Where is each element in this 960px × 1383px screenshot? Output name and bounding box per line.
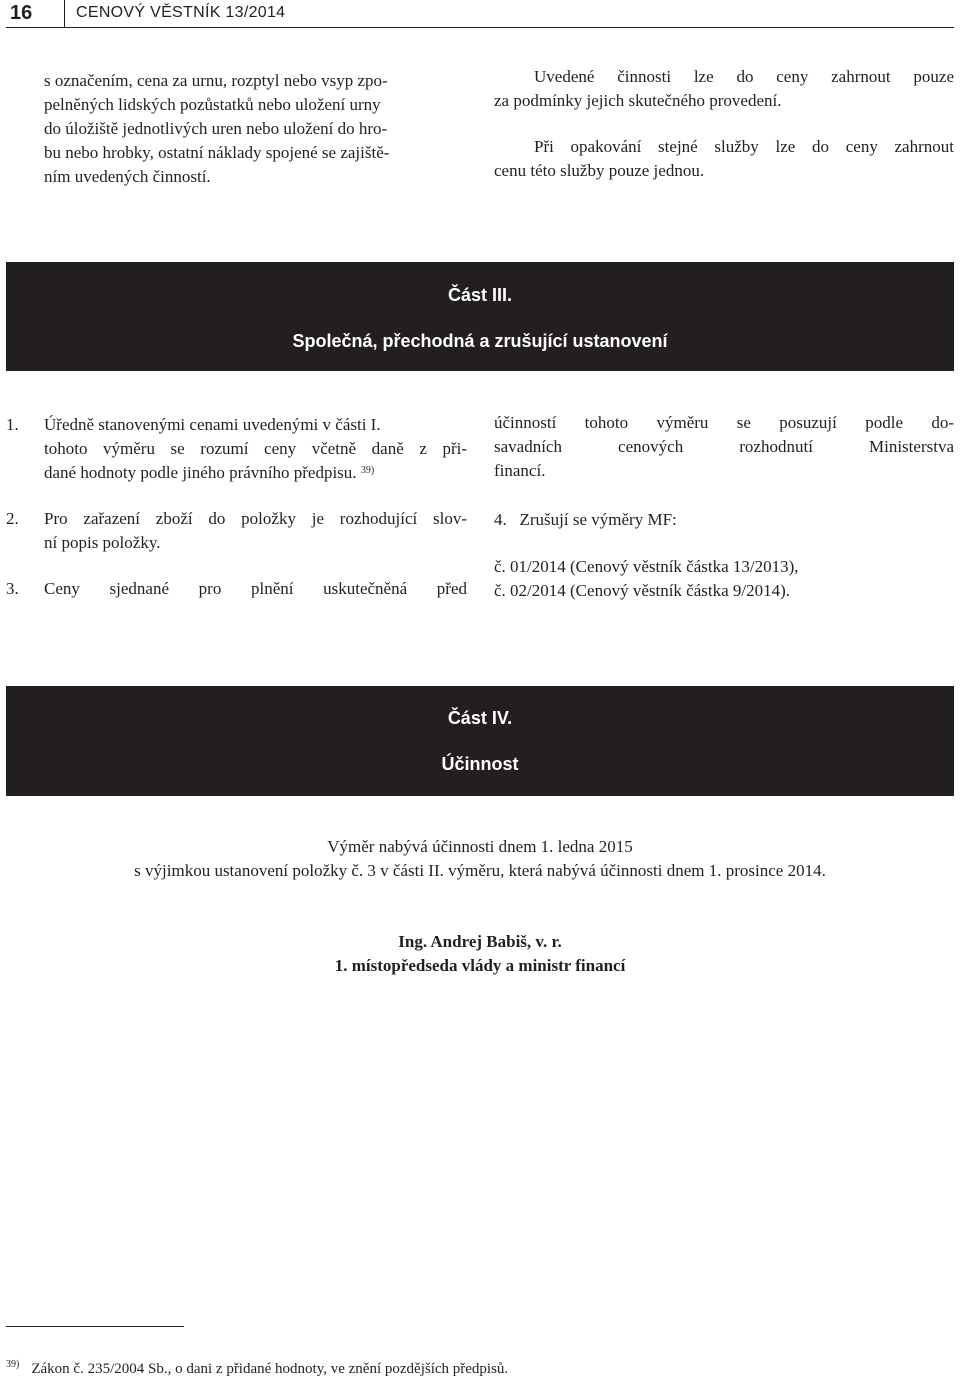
text-span: Zrušují se výměry MF: [519,510,677,529]
text-line: Ceny sjednané pro plnění uskutečněná před [44,579,467,598]
provision-1 [6,413,467,485]
item-number: 1. [6,415,19,434]
page-header [6,0,954,28]
text-line: ní popis položky. [44,533,161,552]
text-line: za podmínky jejich skutečného provedení. [494,91,782,110]
repealed-list [494,555,954,603]
effectiveness-text [0,835,960,883]
footnote-ref: 39) [360,465,375,476]
item-number: 3. [6,579,19,598]
repealed-item: č. 01/2014 (Cenový věstník částka 13/2013), [494,557,799,576]
footnote-text: Zákon č. 235/2004 Sb., o dani z přidané hodnoty, ve znění pozdějších předpisů. [31,1361,509,1377]
text-line: bu nebo hrobky, ostatní náklady spojené se zajiště- [44,143,390,162]
provision-3 [6,577,467,601]
text-span: dané hodnoty podle jiného právního předpisu. [44,463,357,482]
text-line: Pro zařazení zboží do položky je rozhodující slov- [44,509,467,528]
part-title: Společná, přechodná a zrušující ustanovení [292,331,668,351]
header-rule [6,27,954,28]
text-line: ním uvedených činností. [44,167,211,186]
text-line [44,461,467,485]
signatory-role: 1. místopředseda vlády a ministr financí [334,956,626,975]
provision-4 [494,508,954,532]
text-line: s výjimkou ustanovení položky č. 3 v části II. výměru, která nabývá účinnosti dnem 1. prosince 2014. [134,861,826,880]
header-divider [64,0,65,28]
text-line: financí. [494,461,546,480]
text-line: Uvedené činnosti lze do ceny zahrnout pouze [534,67,954,86]
text-line: tohoto výměru se rozumí ceny včetně daně z při- [44,439,467,458]
footnote [6,1359,508,1381]
top-right-text-2 [494,135,954,183]
publication-title: CENOVÝ VĚSTNÍK 13/2014 [76,4,286,21]
footnote-mark: 39) [6,1359,20,1370]
part-label: Část III. [447,285,513,305]
footnote-rule [6,1326,184,1327]
text-line: Při opakování stejné služby lze do ceny zahrnout [534,137,954,156]
text-line: savadních cenových rozhodnutí Ministerstva [494,437,954,456]
top-left-text [44,69,467,189]
text-line: do úložiště jednotlivých uren nebo uložení do hro- [44,119,388,138]
text-line: cenu této služby pouze jednou. [494,161,705,180]
text-line [494,508,954,532]
text-line: pelněných lidských pozůstatků nebo uložení urny [44,95,381,114]
provision-2 [6,507,467,555]
text-line: účinností tohoto výměru se posuzují podle do- [494,413,954,432]
text-line: Výměr nabývá účinnosti dnem 1. ledna 2015 [327,837,633,856]
part-title: Účinnost [441,754,519,774]
part-iii-heading [6,262,954,371]
top-right-text [494,65,954,113]
part-label: Část IV. [447,708,513,728]
page-number: 16 [10,2,33,24]
provision-3-continued [494,411,954,483]
text-line: s označením, cena za urnu, rozptyl nebo vsyp zpo- [44,71,388,90]
item-number: 4. [494,510,507,529]
repealed-item: č. 02/2014 (Cenový věstník částka 9/2014). [494,581,791,600]
signatory-name: Ing. Andrej Babiš, v. r. [398,932,562,951]
item-number: 2. [6,509,19,528]
text-line: Úředně stanovenými cenami uvedenými v části I. [44,415,381,434]
signature-block [0,930,960,978]
part-iv-heading [6,686,954,796]
